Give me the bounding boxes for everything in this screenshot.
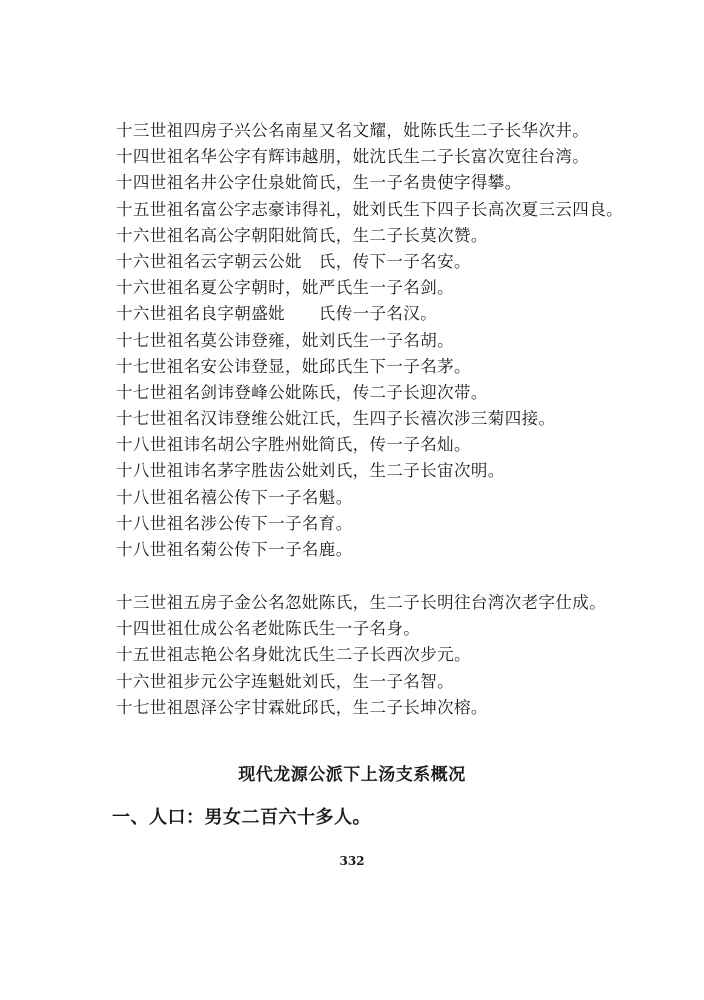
genealogy-line: 十五世祖名富公字志豪讳得礼，妣刘氏生下四子长高次夏三云四良。 [116, 199, 623, 219]
genealogy-line: 十六世祖名高公字朝阳妣简氏，生二子长莫次赞。 [116, 225, 488, 245]
population-line: 一、人口：男女二百六十多人。 [112, 807, 371, 828]
genealogy-line: 十八世祖名禧公传下一子名魁。 [116, 487, 353, 507]
genealogy-line: 十七世祖名剑讳登峰公妣陈氏，传二子长迎次带。 [116, 382, 488, 402]
genealogy-line: 十七世祖名汉讳登维公妣江氏，生四子长禧次涉三菊四接。 [116, 409, 556, 429]
genealogy-line: 十八世祖讳名茅字胜齿公妣刘氏，生二子长宙次明。 [116, 461, 505, 481]
genealogy-line: 十六世祖名云字朝云公妣 氏，传下一子名安。 [116, 251, 471, 271]
genealogy-line: 十四世祖名井公字仕泉妣简氏，生一子名贵使字得攀。 [116, 173, 522, 193]
genealogy-line: 十八世祖名菊公传下一子名鹿。 [116, 540, 353, 559]
genealogy-line: 十六世祖步元公字连魁妣刘氏，生一子名智。 [116, 671, 454, 691]
genealogy-line: 十七世祖名莫公讳登雍，妣刘氏生一子名胡。 [116, 330, 454, 350]
genealogy-line: 十六世祖名良字朝盛妣 氏传一子名汉。 [116, 304, 438, 324]
genealogy-line: 十八世祖讳名胡公字胜州妣简氏，传一子名灿。 [116, 435, 471, 455]
genealogy-line: 十四世祖仕成公名老妣陈氏生一子名身。 [116, 619, 421, 639]
genealogy-line: 十六世祖名夏公字朝时，妣严氏生一子名剑。 [116, 278, 454, 298]
genealogy-line: 十八世祖名涉公传下一子名育。 [116, 513, 353, 533]
genealogy-line: 十四世祖名华公字有辉讳越朋，妣沈氏生二子长富次宽往台湾。 [116, 147, 590, 167]
genealogy-list-2 [116, 590, 676, 721]
genealogy-line: 十三世祖四房子兴公名南星又名文耀，妣陈氏生二子长华次井。 [116, 121, 590, 140]
genealogy-list-1 [116, 118, 676, 563]
genealogy-line: 十五世祖志艳公名身妣沈氏生二子长西次步元。 [116, 645, 471, 665]
section-heading: 现代龙源公派下上汤支系概况 [238, 765, 466, 785]
genealogy-line: 十七世祖恩泽公字甘霖妣邱氏，生二子长坤次榕。 [116, 697, 488, 717]
genealogy-line: 十三世祖五房子金公名忽妣陈氏，生二子长明往台湾次老字仕成。 [116, 593, 607, 612]
page-number: 332 [339, 854, 365, 868]
genealogy-line: 十七世祖名安公讳登显，妣邱氏生下一子名茅。 [116, 356, 471, 376]
